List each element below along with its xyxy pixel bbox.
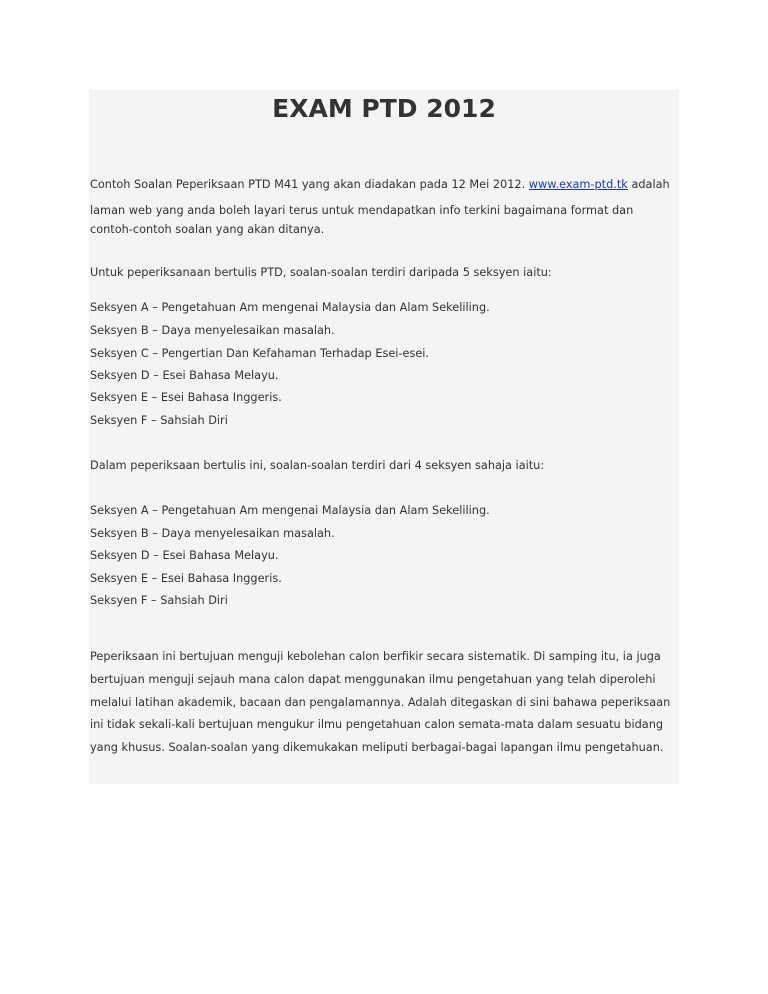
section1-heading: Untuk peperiksanaan bertulis PTD, soalan-soalan terdiri daripada 5 seksyen iaitu: xyxy=(90,266,552,279)
section1-item: Seksyen A – Pengetahuan Am mengenai Malaysia dan Alam Sekeliling. xyxy=(90,301,490,314)
section1-item: Seksyen C – Pengertian Dan Kefahaman Terhadap Esei-esei. xyxy=(90,347,430,360)
intro-line-1 xyxy=(90,178,670,192)
closing-line: bertujuan menguji sejauh mana calon dapat menggunakan ilmu pengetahuan yang telah diperolehi xyxy=(90,673,656,686)
page-title: EXAM PTD 2012 xyxy=(272,94,496,123)
section2-item: Seksyen D – Esei Bahasa Melayu. xyxy=(90,549,279,562)
intro-line-2: laman web yang anda boleh layari terus untuk mendapatkan info terkini bagaimana format dan xyxy=(90,204,634,217)
section2-item: Seksyen F – Sahsiah Diri xyxy=(90,594,228,607)
section2-item: Seksyen B – Daya menyelesaikan masalah. xyxy=(90,527,335,540)
section1-item: Seksyen F – Sahsiah Diri xyxy=(90,414,228,427)
closing-line: melalui latihan akademik, bacaan dan pengalamannya. Adalah ditegaskan di sini bahawa peperiksaan xyxy=(90,696,671,709)
closing-line: Peperiksaan ini bertujuan menguji kebolehan calon berfikir secara sistematik. Di samping itu, ia juga xyxy=(90,650,661,663)
section2-item: Seksyen A – Pengetahuan Am mengenai Malaysia dan Alam Sekeliling. xyxy=(90,504,490,517)
closing-line: ini tidak sekali-kali bertujuan mengukur ilmu pengetahuan calon semata-mata dalam sesuatu bidang xyxy=(90,718,664,731)
section1-item: Seksyen B – Daya menyelesaikan masalah. xyxy=(90,324,335,337)
intro-text-before-link: Contoh Soalan Peperiksaan PTD M41 yang akan diadakan pada 12 Mei 2012. xyxy=(90,178,526,191)
closing-line: yang khusus. Soalan-soalan yang dikemukakan meliputi berbagai-bagai lapangan ilmu pengetahuan. xyxy=(90,741,664,754)
intro-line-3: contoh-contoh soalan yang akan ditanya. xyxy=(90,223,325,236)
exam-ptd-link[interactable]: www.exam-ptd.tk xyxy=(528,178,628,191)
section2-item: Seksyen E – Esei Bahasa Inggeris. xyxy=(90,572,282,585)
section1-item: Seksyen D – Esei Bahasa Melayu. xyxy=(90,369,279,382)
document-panel xyxy=(89,90,679,784)
intro-text-after-link: adalah xyxy=(631,178,670,191)
section2-heading: Dalam peperiksaan bertulis ini, soalan-soalan terdiri dari 4 seksyen sahaja iaitu: xyxy=(90,459,545,472)
section1-item: Seksyen E – Esei Bahasa Inggeris. xyxy=(90,391,282,404)
